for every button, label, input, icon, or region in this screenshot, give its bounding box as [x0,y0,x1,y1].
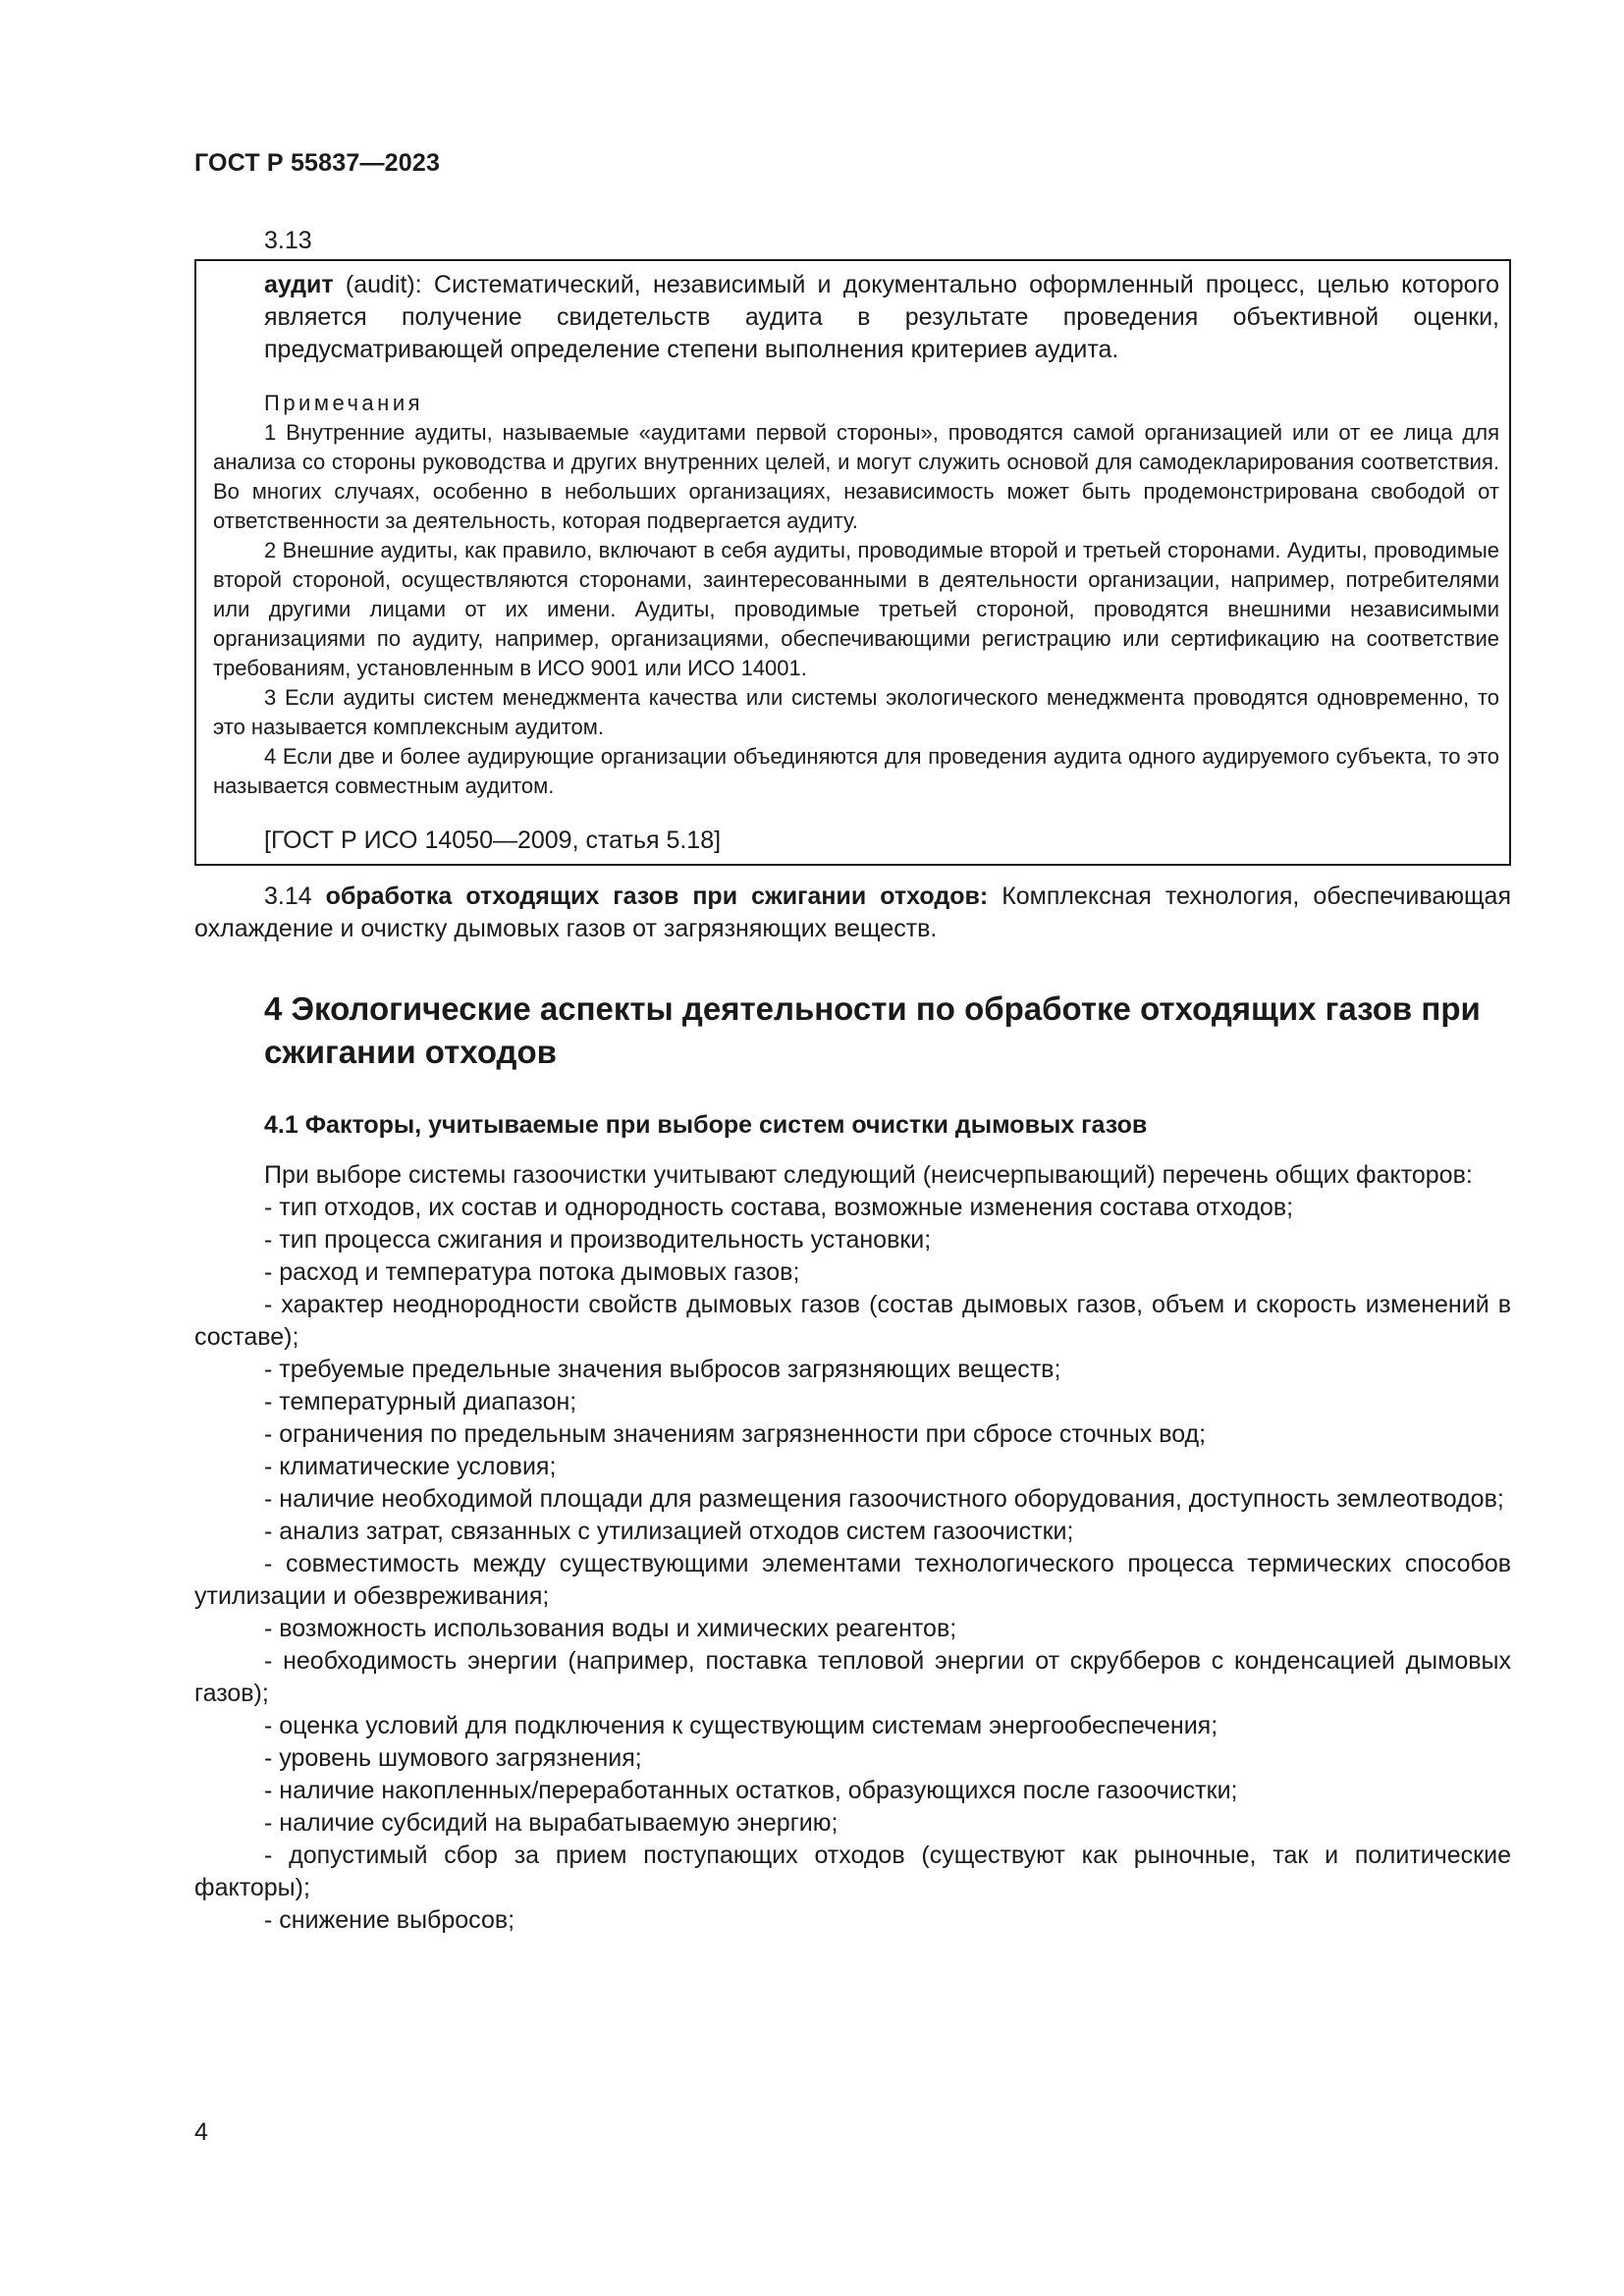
list-item: - температурный диапазон; [264,1388,577,1415]
list-item: - требуемые предельные значения выбросов загрязняющих веществ; [264,1356,1061,1383]
subsection-title: 4.1 Факторы, учитываемые при выборе систем очистки дымовых газов [264,1111,1148,1139]
term-3-14 [194,881,1511,945]
term-audit: аудит [264,271,334,298]
list-item: - расход и температура потока дымовых газов; [264,1258,800,1286]
list-item: - необходимость энергии (например, поставка тепловой энергии от скрубберов с конденсацией дымовых газов); [194,1647,1511,1707]
list-item: - оценка условий для подключения к существующим системам энергообеспечения; [264,1712,1218,1739]
list-item: - ограничения по предельным значениям загрязненности при сбросе сточных вод; [264,1420,1207,1448]
list-item: - наличие субсидий на вырабатываемую энергию; [264,1809,839,1837]
notes-block [213,389,1499,801]
note-item: 2 Внешние аудиты, как правило, включают в себя аудиты, проводимые второй и третьей сторонами. Аудиты, проводимые второй стороной, осуществляются сторонами, заинтересованными в деятельности организации, например, потребителями или другими лицами от их имени. Аудиты, проводимые третьей стороной, проводятся внешними независимыми организациями по аудиту, например, организациями, обеспечивающими регистрацию или сертификацию на соответствие требованиям, установленным в ИСО 9001 или ИСО 14001. [213,538,1499,680]
list-item: - уровень шумового загрязнения; [264,1744,642,1772]
term-audit-definition: (audit): Систематический, независимый и документально оформленный процесс, целью которого является получение свидетельств аудита в результате проведения объективной оценки, предусматривающей определение степени выполнения критериев аудита. [264,271,1499,363]
section-body [194,1159,1511,1937]
section-title: 4 Экологические аспекты деятельности по обработке отходящих газов при сжигании отходов [264,990,1481,1070]
term-definition [264,269,1499,366]
term-waste-gas-treatment-definition: Комплексная технология, обеспечивающая охлаждение и очистку дымовых газов от загрязняющих веществ. [194,882,1511,942]
notes-title: Примечания [264,391,424,415]
term-source-reference: [ГОСТ Р ИСО 14050—2009, статья 5.18] [264,827,722,854]
list-item: - климатические условия; [264,1453,557,1480]
list-item: - тип процесса сжигания и производительность установки; [264,1226,932,1254]
list-item: - наличие необходимой площади для размещения газоочистного оборудования, доступность землеотводов; [264,1485,1504,1513]
intro-paragraph: При выборе системы газоочистки учитывают следующий (неисчерпывающий) перечень общих факторов: [264,1161,1473,1189]
term-waste-gas-treatment: обработка отходящих газов при сжигании отходов: [325,882,989,910]
page-number: 4 [194,2118,208,2146]
list-item: - тип отходов, их состав и однородность состава, возможные изменения состава отходов; [264,1194,1294,1221]
list-item: - характер неоднородности свойств дымовых газов (состав дымовых газов, объем и скорость изменений в составе); [194,1291,1511,1351]
list-item: - анализ затрат, связанных с утилизацией отходов систем газоочистки; [264,1518,1074,1545]
term-number-3-13: 3.13 [264,227,312,254]
note-item: 4 Если две и более аудирующие организации объединяются для проведения аудита одного аудируемого субъекта, то это называется совместным аудитом. [213,744,1499,798]
document-header: ГОСТ Р 55837—2023 [194,149,441,177]
list-item: - возможность использования воды и химических реагентов; [264,1615,957,1642]
note-item: 3 Если аудиты систем менеджмента качества или системы экологического менеджмента проводятся одновременно, то это называется комплексным аудитом. [213,685,1499,739]
term-number-3-14: 3.14 [264,882,326,910]
list-item: - совместимость между существующими элементами технологического процесса термических способов утилизации и обезвреживания; [194,1550,1511,1610]
factor-list [194,1192,1511,1937]
list-item: - снижение выбросов; [264,1906,515,1934]
list-item: - допустимый сбор за прием поступающих отходов (существуют как рыночные, так и политические факторы); [194,1842,1511,1901]
list-item: - наличие накопленных/переработанных остатков, образующихся после газоочистки; [264,1777,1238,1804]
note-item: 1 Внутренние аудиты, называемые «аудитами первой стороны», проводятся самой организацией или от ее лица для анализа со стороны руководства и других внутренних целей, и могут служить основой для самодекларирования соответствия. Во многих случаях, особенно в небольших организациях, независимость может быть продемонстрирована свободой от ответственности за деятельность, которая подвергается аудиту. [213,420,1499,533]
